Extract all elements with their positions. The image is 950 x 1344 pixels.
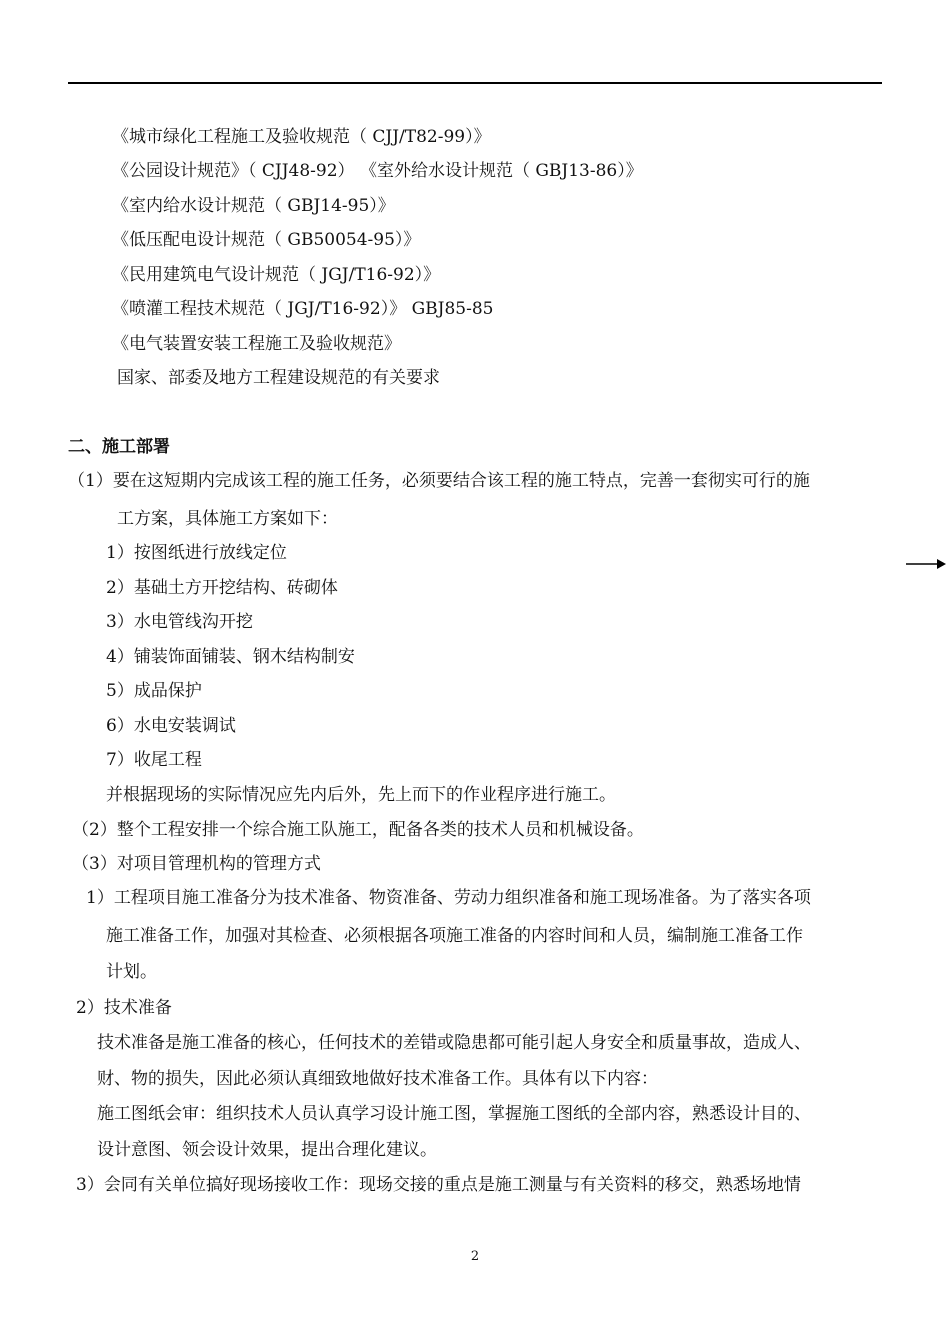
standard-item: 《低压配电设计规范（ GB50054-95）》 bbox=[112, 230, 421, 250]
paragraph-line: 施工准备工作，加强对其检查、必须根据各项施工准备的内容时间和人员，编制施工准备工作 bbox=[106, 926, 803, 946]
list-item: 7）收尾工程 bbox=[106, 750, 202, 770]
standard-item: 《公园设计规范》（ CJJ48-92） 《室外给水设计规范（ GBJ13-86）》 bbox=[112, 161, 643, 181]
paragraph-line: （2）整个工程安排一个综合施工队施工，配备各类的技术人员和机械设备。 bbox=[72, 820, 644, 840]
paragraph-line: （1）要在这短期内完成该工程的施工任务，必须要结合该工程的施工特点，完善一套彻实可行的施 bbox=[68, 471, 810, 491]
paragraph-line: 2）技术准备 bbox=[76, 998, 172, 1018]
section-title: 二、施工部署 bbox=[68, 437, 170, 457]
list-item: 5）成品保护 bbox=[106, 681, 202, 701]
header-rule bbox=[68, 82, 882, 84]
list-item: 4）铺装饰面铺装、钢木结构制安 bbox=[106, 647, 355, 667]
list-item: 3）水电管线沟开挖 bbox=[106, 612, 253, 632]
paragraph-line: 计划。 bbox=[106, 962, 157, 982]
list-item: 2）基础土方开挖结构、砖砌体 bbox=[106, 578, 338, 598]
list-item: 6）水电安装调试 bbox=[106, 716, 236, 736]
standard-item: 《电气装置安装工程施工及验收规范》 bbox=[112, 334, 401, 354]
paragraph-line: 1）工程项目施工准备分为技术准备、物资准备、劳动力组织准备和施工现场准备。为了落实各项 bbox=[86, 888, 811, 908]
paragraph-line: 工方案，具体施工方案如下： bbox=[117, 509, 338, 529]
paragraph-line: 并根据现场的实际情况应先内后外，先上而下的作业程序进行施工。 bbox=[106, 785, 616, 805]
paragraph-line: 设计意图、领会设计效果，提出合理化建议。 bbox=[97, 1140, 437, 1160]
arrow-right-icon bbox=[906, 557, 946, 571]
paragraph-line: 技术准备是施工准备的核心，任何技术的差错或隐患都可能引起人身安全和质量事故，造成人、 bbox=[97, 1033, 811, 1053]
standard-item: 国家、部委及地方工程建设规范的有关要求 bbox=[117, 368, 440, 388]
paragraph-line: （3）对项目管理机构的管理方式 bbox=[72, 854, 321, 874]
standard-item: 《室内给水设计规范（ GBJ14-95）》 bbox=[112, 196, 395, 216]
paragraph-line: 3）会同有关单位搞好现场接收工作：现场交接的重点是施工测量与有关资料的移交，熟悉场地情 bbox=[76, 1175, 801, 1195]
list-item: 1）按图纸进行放线定位 bbox=[106, 543, 287, 563]
page-number: 2 bbox=[470, 1249, 480, 1264]
paragraph-line: 财、物的损失，因此必须认真细致地做好技术准备工作。具体有以下内容： bbox=[97, 1069, 658, 1089]
standard-item: 《喷灌工程技术规范（ JGJ/T16-92）》 GBJ85-85 bbox=[112, 299, 494, 319]
standard-item: 《城市绿化工程施工及验收规范（ CJJ/T82-99）》 bbox=[112, 127, 491, 147]
standard-item: 《民用建筑电气设计规范（ JGJ/T16-92）》 bbox=[112, 265, 441, 285]
paragraph-line: 施工图纸会审：组织技术人员认真学习设计施工图，掌握施工图纸的全部内容，熟悉设计目的、 bbox=[97, 1104, 811, 1124]
